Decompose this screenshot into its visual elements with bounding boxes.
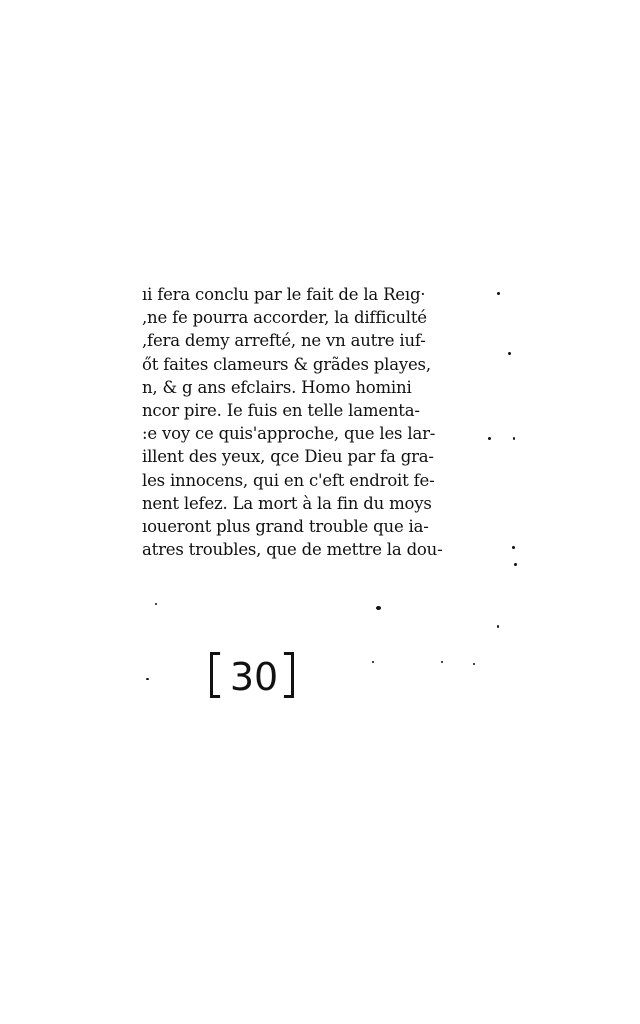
text-line: les innocens, qui en c'eft endroit fe- — [142, 470, 435, 490]
text-line: ,ne fe pourra accorder, la difficulté — [142, 308, 427, 328]
scan-speck — [146, 678, 149, 680]
text-line: ıoueront plus grand trouble que ia- — [142, 516, 429, 536]
text-line: ncor pire. Ie fuis en telle lamenta- — [142, 400, 420, 420]
text-line: :e voy ce quis'approche, que les lar- — [142, 424, 436, 444]
scan-speck — [488, 437, 491, 440]
scan-speck — [155, 603, 157, 605]
text-line: illent des yeux, qce Dieu par fa gra- — [142, 447, 434, 467]
text-line: atres troubles, que de mettre la dou- — [142, 540, 443, 560]
scan-speck — [513, 437, 515, 440]
scan-speck — [473, 663, 475, 665]
scan-speck — [514, 563, 517, 566]
scan-speck — [376, 606, 381, 610]
folio-number: 30 — [229, 655, 279, 699]
text-line: nent lefez. La mort à la fin du moys — [142, 493, 432, 513]
text-line: őt faites clameurs & grãdes playes, — [142, 354, 431, 374]
scan-speck — [508, 352, 511, 355]
text-line: ,fera demy arrefté, ne vn autre iuf- — [142, 331, 426, 351]
scan-speck — [512, 546, 515, 549]
text-line: ıi fera conclu par le fait de la Reıg· — [142, 285, 426, 304]
scan-speck — [372, 661, 374, 663]
scan-speck — [497, 292, 500, 295]
scan-speck — [497, 625, 499, 628]
text-line: n, & g ans efclairs. Homo homini — [142, 377, 412, 397]
text-block — [142, 283, 487, 561]
scan-speck — [441, 661, 443, 663]
